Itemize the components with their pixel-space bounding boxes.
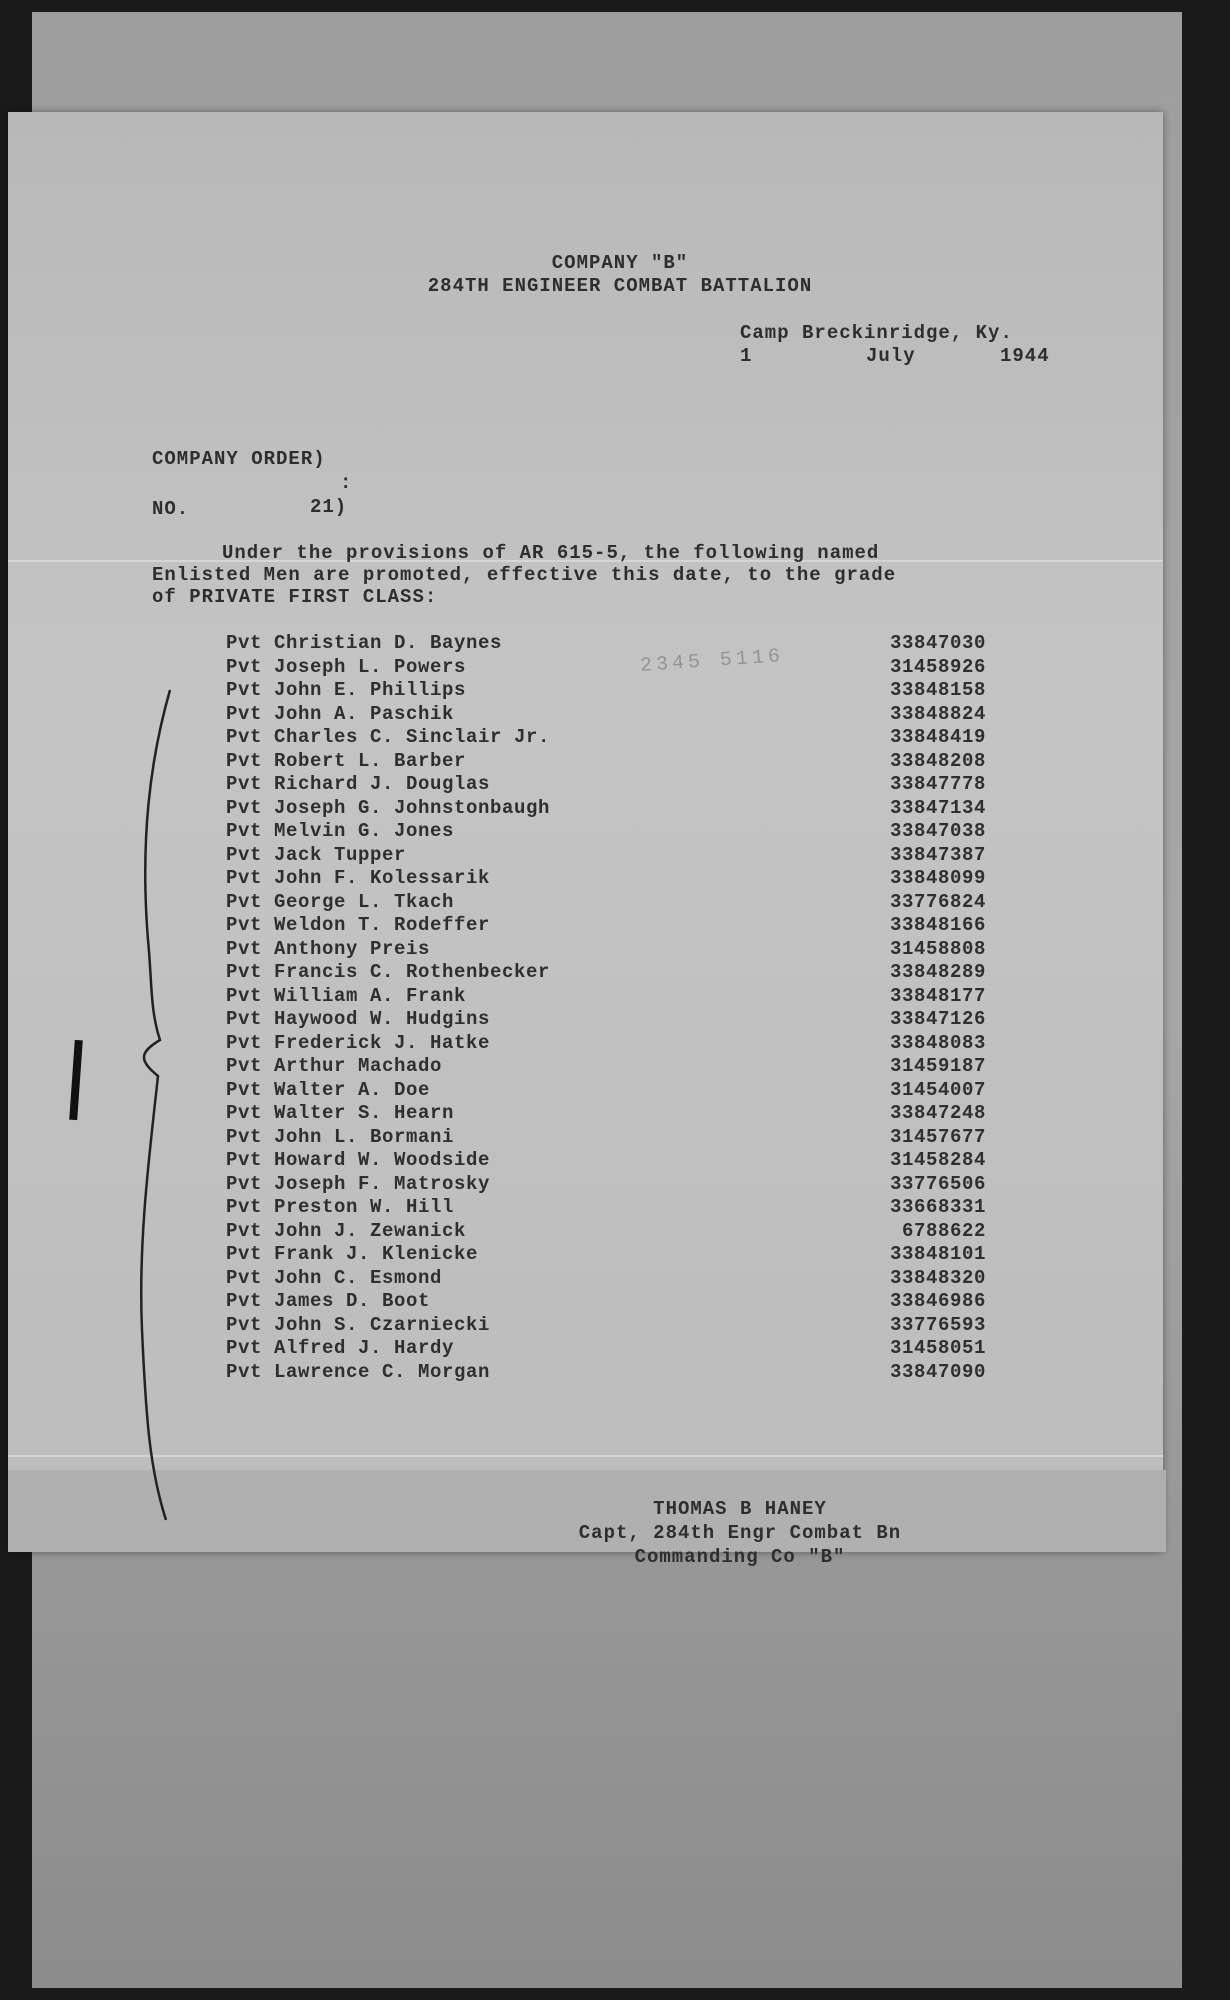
soldier-name: Pvt Charles C. Sinclair Jr. — [226, 726, 551, 748]
roster-row — [226, 961, 986, 985]
date-day: 1 — [740, 345, 753, 367]
soldier-name: Pvt Frank J. Klenicke — [226, 1243, 479, 1265]
serial-number: 33848208 — [889, 749, 986, 772]
roster-row — [226, 1032, 986, 1056]
roster-row — [226, 1337, 986, 1361]
serial-number: 33846986 — [889, 1290, 986, 1312]
soldier-name: Pvt John F. Kolessarik — [226, 867, 491, 889]
serial-number: 33848177 — [889, 984, 986, 1007]
soldier-name: Pvt Anthony Preis — [226, 937, 431, 960]
soldier-name: Pvt John E. Phillips — [226, 679, 467, 701]
roster-row — [226, 938, 986, 962]
roster-row — [226, 797, 986, 821]
soldier-name: Pvt Walter A. Doe — [226, 1078, 431, 1101]
roster-row — [226, 1079, 986, 1103]
roster-row — [226, 1149, 986, 1173]
soldier-name: Pvt Haywood W. Hudgins — [226, 1008, 491, 1030]
roster-row — [226, 703, 986, 727]
faint-stamp: 2345 5116 — [639, 645, 785, 678]
roster-row — [226, 632, 986, 656]
order-bracket: : — [340, 472, 353, 494]
soldier-name: Pvt Walter S. Hearn — [226, 1102, 455, 1124]
soldier-name: Pvt Joseph F. Matrosky — [226, 1172, 491, 1195]
soldier-name: Pvt John S. Czarniecki — [226, 1313, 491, 1336]
battalion-heading: 284TH ENGINEER COMBAT BATTALION — [427, 275, 813, 297]
roster-row — [226, 1314, 986, 1338]
roster-row — [226, 1102, 986, 1126]
date-month: July — [866, 345, 916, 367]
roster-row — [226, 1173, 986, 1197]
roster-row — [226, 1126, 986, 1150]
soldier-name: Pvt Frederick J. Hatke — [226, 1031, 491, 1054]
soldier-name: Pvt Lawrence C. Morgan — [226, 1360, 491, 1383]
soldier-name: Pvt Joseph L. Powers — [226, 655, 467, 678]
body-line-1: Under the provisions of AR 615-5, the following named — [222, 542, 880, 564]
body-line-3: of PRIVATE FIRST CLASS: — [152, 586, 438, 608]
soldier-name: Pvt Melvin G. Jones — [226, 820, 455, 842]
pencil-bracket-mark — [130, 680, 210, 1540]
serial-number: 6788622 — [901, 1219, 986, 1242]
serial-number: 33848099 — [889, 867, 986, 889]
serial-number: 33847248 — [889, 1102, 986, 1124]
company-heading: COMPANY "B" — [551, 252, 689, 274]
serial-number: 31458284 — [889, 1149, 986, 1171]
roster-row — [226, 773, 986, 797]
roster-row — [226, 1196, 986, 1220]
serial-number: 33847030 — [889, 632, 986, 654]
soldier-name: Pvt John A. Paschik — [226, 702, 455, 725]
soldier-name: Pvt Arthur Machado — [226, 1055, 443, 1077]
roster-row — [226, 1243, 986, 1267]
roster-row — [226, 1008, 986, 1032]
soldier-name: Pvt Preston W. Hill — [226, 1196, 455, 1218]
order-number: 21) — [310, 496, 348, 518]
signer-name: THOMAS B HANEY — [653, 1498, 827, 1520]
serial-number: 31458051 — [889, 1337, 986, 1359]
roster-row — [226, 914, 986, 938]
roster-row — [226, 1055, 986, 1079]
roster-row — [226, 844, 986, 868]
soldier-name: Pvt John C. Esmond — [226, 1266, 443, 1289]
serial-number: 33847126 — [889, 1008, 986, 1030]
body-line-2: Enlisted Men are promoted, effective this date, to the grade — [152, 564, 897, 586]
roster-row — [226, 1290, 986, 1314]
soldier-name: Pvt Francis C. Rothenbecker — [226, 961, 551, 983]
serial-number: 33847090 — [889, 1360, 986, 1383]
serial-number: 33848419 — [889, 726, 986, 748]
roster-row — [226, 726, 986, 750]
roster-row — [226, 891, 986, 915]
soldier-name: Pvt James D. Boot — [226, 1290, 431, 1312]
serial-number: 33847387 — [889, 843, 986, 866]
soldier-name: Pvt George L. Tkach — [226, 890, 455, 913]
roster-list — [226, 632, 986, 1384]
signer-role: Commanding Co "B" — [634, 1546, 846, 1568]
serial-number: 33848166 — [889, 914, 986, 936]
order-label: COMPANY ORDER) — [152, 448, 326, 470]
roster-row — [226, 867, 986, 891]
location: Camp Breckinridge, Ky. — [740, 322, 1013, 344]
soldier-name: Pvt John J. Zewanick — [226, 1219, 467, 1242]
soldier-name: Pvt William A. Frank — [226, 984, 467, 1007]
date-year: 1944 — [1000, 345, 1050, 367]
serial-number: 33776506 — [889, 1172, 986, 1195]
soldier-name: Pvt Howard W. Woodside — [226, 1149, 491, 1171]
roster-row — [226, 985, 986, 1009]
serial-number: 33776824 — [889, 890, 986, 913]
roster-row — [226, 750, 986, 774]
serial-number: 33668331 — [889, 1196, 986, 1218]
signer-title: Capt, 284th Engr Combat Bn — [578, 1522, 902, 1544]
serial-number: 33847778 — [889, 773, 986, 795]
serial-number: 33848320 — [889, 1266, 986, 1289]
soldier-name: Pvt Richard J. Douglas — [226, 773, 491, 795]
serial-number: 31454007 — [889, 1078, 986, 1101]
serial-number: 33848101 — [889, 1243, 986, 1265]
order-number-label: NO. — [152, 498, 190, 520]
soldier-name: Pvt Jack Tupper — [226, 843, 407, 866]
soldier-name: Pvt Weldon T. Rodeffer — [226, 914, 491, 936]
roster-row — [226, 1220, 986, 1244]
serial-number: 33847134 — [889, 796, 986, 819]
serial-number: 33848289 — [889, 961, 986, 983]
serial-number: 33848824 — [889, 702, 986, 725]
roster-row — [226, 1267, 986, 1291]
roster-row — [226, 1361, 986, 1385]
soldier-name: Pvt John L. Bormani — [226, 1125, 455, 1148]
soldier-name: Pvt Alfred J. Hardy — [226, 1337, 455, 1359]
soldier-name: Pvt Robert L. Barber — [226, 749, 467, 772]
serial-number: 31458808 — [889, 937, 986, 960]
serial-number: 31458926 — [889, 655, 986, 678]
roster-row — [226, 656, 986, 680]
serial-number: 33848158 — [889, 679, 986, 701]
serial-number: 33847038 — [889, 820, 986, 842]
roster-row — [226, 820, 986, 844]
soldier-name: Pvt Christian D. Baynes — [226, 632, 503, 654]
roster-row — [226, 679, 986, 703]
serial-number: 33776593 — [889, 1313, 986, 1336]
serial-number: 33848083 — [889, 1031, 986, 1054]
soldier-name: Pvt Joseph G. Johnstonbaugh — [226, 796, 551, 819]
serial-number: 31457677 — [889, 1125, 986, 1148]
serial-number: 31459187 — [889, 1055, 986, 1077]
